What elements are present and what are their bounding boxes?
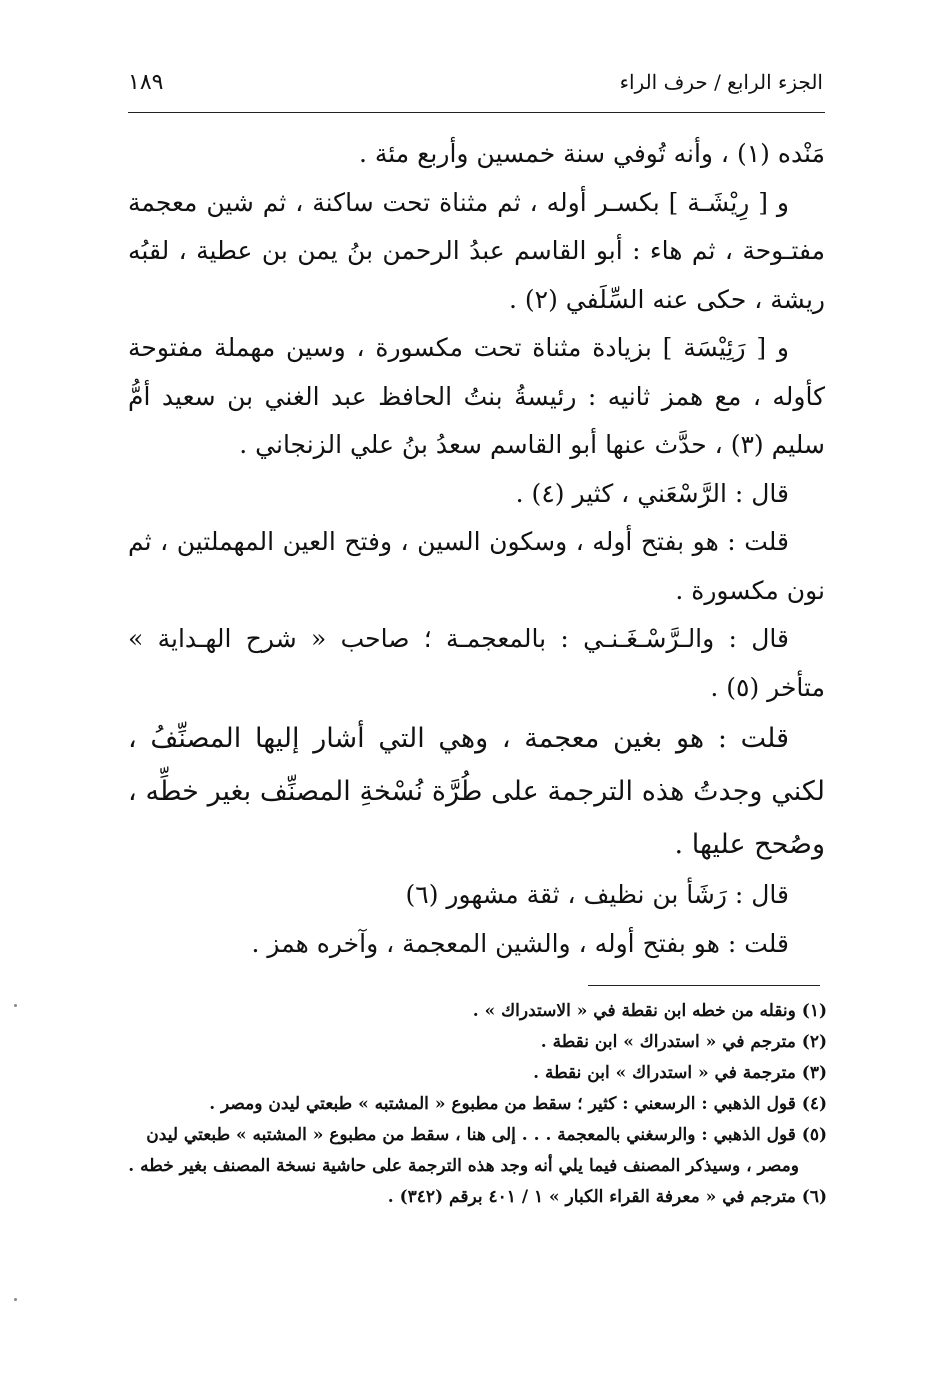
paragraph: و [ رِيْشَـة ] بكسـر أوله ، ثم مثناة تحت ساكنة ، ثم شين معجمة مفتـوحة ، ثم هاء : أبو القاسم عبدُ الرحمن بنُ يمن بن عطية ، لقبُه ريشة ، حكى عنه السِّلَفي (٢) . <box>128 187 825 314</box>
scan-speck <box>14 1298 17 1301</box>
footnote: (٦) مترجم في « معرفة القراء الكبار » ١ / ٤٠١ برقم (٣٤٢) . <box>387 1187 827 1207</box>
footnote: (٢) مترجم في « استدراك » ابن نقطة . <box>540 1032 827 1052</box>
paragraph: قال : رَشَأ بن نظيف ، ثقة مشهور (٦) <box>405 880 789 909</box>
footnotes <box>124 996 827 1213</box>
footnote: (٥) قول الذهبي : والرسغني بالمعجمة . . . إلى هنا ، سقط من مطبوع « المشتبه » طبعتي ليدن <box>146 1125 827 1145</box>
page-number: ١٨٩ <box>128 69 164 95</box>
paragraph: قلت : هو بغين معجمة ، وهي التي أشار إليها المصنِّفُ ، لكني وجدتُ هذه الترجمة على طُرَّة نُسْخةِ المصنِّف بغير خطِّه ، وصُحح عليها . <box>128 723 825 860</box>
page-header <box>128 62 823 102</box>
footnote-continuation: ومصر ، وسيذكر المصنف فيما يلي أنه وجد هذه الترجمة على حاشية نسخة المصنف بغير خطه . <box>128 1156 799 1176</box>
paragraph: قلت : هو بفتح أوله ، والشين المعجمة ، وآخره همز . <box>251 928 789 958</box>
paragraph: قال : والـرَّسْـغَـنـي : بالمعجمـة ؛ صاحب « شرح الهـداية » متأخر (٥) . <box>128 624 825 702</box>
paragraph: مَنْده (١) ، وأنه تُوفي سنة خمسين وأربع مئة . <box>358 139 825 168</box>
footnote: (٤) قول الذهبي : الرسعني : كثير ؛ سقط من مطبوع « المشتبه » طبعتي ليدن ومصر . <box>209 1094 827 1114</box>
paragraph: قال : الرَّسْعَني ، كثير (٤) . <box>515 478 789 508</box>
footnote: (٣) مترجمة في « استدراك » ابن نقطة . <box>533 1063 827 1083</box>
paragraph: قلت : هو بفتح أوله ، وسكون السين ، وفتح العين المهملتين ، ثم نون مكسورة . <box>128 527 825 605</box>
footnote: (١) ونقله من خطه ابن نقطة في « الاستدراك » . <box>472 1001 827 1021</box>
scan-speck <box>14 1004 17 1007</box>
paragraph: و [ رَئِيْسَة ] بزيادة مثناة تحت مكسورة ، وسين مهملة مفتوحة كأوله ، مع همز ثانيه : رئيسةُ بنتُ الحافظ عبد الغني بن سعيد أمُّ سليم (٣) ، حدَّث عنها أبو القاسم سعدُ بنُ علي الزنجاني . <box>128 333 825 459</box>
running-title: الجزء الرابع / حرف الراء <box>619 70 823 94</box>
header-divider <box>128 112 825 113</box>
main-text <box>128 130 825 968</box>
footnote-divider <box>588 985 820 986</box>
